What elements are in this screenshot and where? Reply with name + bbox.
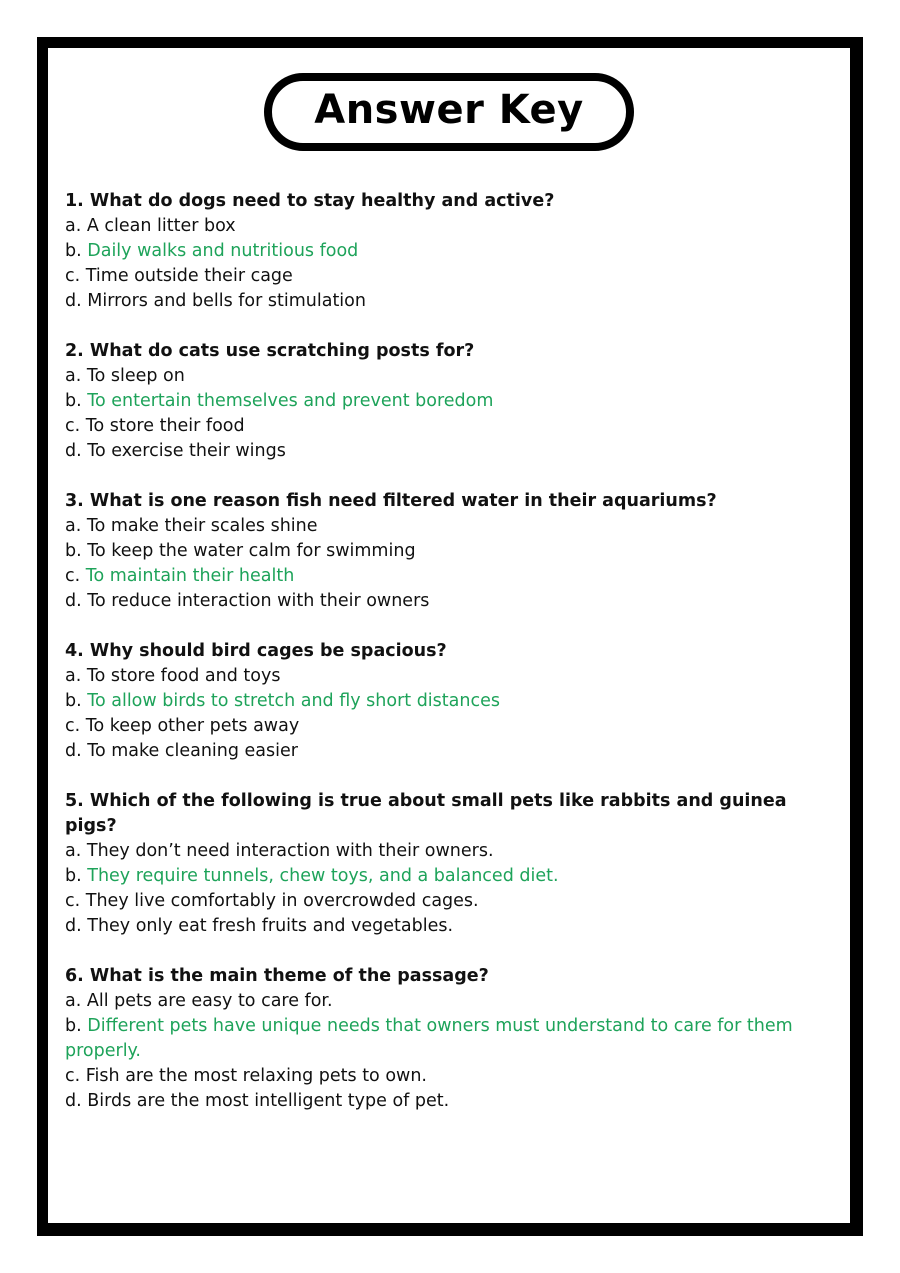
option-letter: c. [65, 566, 81, 586]
option-text: They require tunnels, chew toys, and a balanced diet. [87, 866, 559, 886]
option-letter: b. [65, 391, 82, 411]
answer-option [65, 289, 835, 314]
answer-option-correct [65, 239, 835, 264]
answer-option [65, 264, 835, 289]
answer-option-correct [65, 864, 835, 889]
answer-option [65, 1089, 835, 1114]
option-letter: b. [65, 1016, 82, 1036]
option-letter: b. [65, 541, 82, 561]
option-letter: c. [65, 266, 81, 286]
question-block-2 [65, 339, 835, 464]
answer-option [65, 514, 835, 539]
question-block-3 [65, 489, 835, 614]
option-letter: a. [65, 666, 82, 686]
option-text: To store their food [85, 416, 245, 436]
answer-option [65, 664, 835, 689]
option-text: Time outside their cage [85, 266, 293, 286]
question-list [65, 189, 835, 1139]
option-text: All pets are easy to care for. [86, 991, 333, 1011]
option-text: A clean litter box [86, 216, 236, 236]
answer-option [65, 914, 835, 939]
option-text: Daily walks and nutritious food [87, 241, 359, 261]
title-badge [264, 73, 634, 151]
question-text: 1. What do dogs need to stay healthy and active? [65, 191, 555, 211]
question-block-5 [65, 789, 835, 939]
option-letter: a. [65, 516, 82, 536]
option-letter: d. [65, 1091, 82, 1111]
question-block-4 [65, 639, 835, 764]
page-title: Answer Key [314, 87, 584, 133]
answer-option [65, 414, 835, 439]
option-text: To store food and toys [86, 666, 281, 686]
option-text: To exercise their wings [87, 441, 286, 461]
answer-option [65, 889, 835, 914]
option-text: To entertain themselves and prevent boredom [87, 391, 494, 411]
option-letter: b. [65, 691, 82, 711]
option-text: To allow birds to stretch and fly short distances [87, 691, 500, 711]
option-letter: a. [65, 841, 82, 861]
option-text: To maintain their health [85, 566, 295, 586]
answer-option [65, 214, 835, 239]
option-letter: c. [65, 416, 81, 436]
answer-option [65, 1064, 835, 1089]
option-text: Mirrors and bells for stimulation [87, 291, 366, 311]
option-text: Birds are the most intelligent type of pet. [87, 1091, 450, 1111]
option-text: To make cleaning easier [87, 741, 298, 761]
option-text: To reduce interaction with their owners [87, 591, 430, 611]
option-letter: b. [65, 866, 82, 886]
option-letter: d. [65, 591, 82, 611]
answer-option-correct [65, 1014, 835, 1064]
question-text: 4. Why should bird cages be spacious? [65, 641, 447, 661]
option-letter: a. [65, 366, 82, 386]
option-text: To sleep on [86, 366, 185, 386]
answer-option [65, 739, 835, 764]
option-letter: c. [65, 891, 81, 911]
option-letter: d. [65, 741, 82, 761]
option-text: To keep the water calm for swimming [87, 541, 416, 561]
option-text: They only eat fresh fruits and vegetables. [87, 916, 454, 936]
option-text: Fish are the most relaxing pets to own. [85, 1066, 427, 1086]
option-text: To make their scales shine [86, 516, 318, 536]
answer-option [65, 364, 835, 389]
option-text: Different pets have unique needs that owners must understand to care for them properly. [65, 1016, 793, 1061]
option-letter: c. [65, 1066, 81, 1086]
option-letter: d. [65, 291, 82, 311]
option-text: They don’t need interaction with their owners. [86, 841, 494, 861]
question-block-1 [65, 189, 835, 314]
question-text: 2. What do cats use scratching posts for? [65, 341, 475, 361]
option-text: They live comfortably in overcrowded cages. [85, 891, 479, 911]
answer-option [65, 714, 835, 739]
question-block-6 [65, 964, 835, 1114]
question-text: 6. What is the main theme of the passage? [65, 966, 489, 986]
answer-option-correct [65, 564, 835, 589]
answer-option-correct [65, 689, 835, 714]
answer-option [65, 539, 835, 564]
answer-option [65, 589, 835, 614]
option-letter: c. [65, 716, 81, 736]
option-letter: d. [65, 441, 82, 461]
answer-option [65, 839, 835, 864]
answer-option-correct [65, 389, 835, 414]
question-text: 3. What is one reason fish need filtered water in their aquariums? [65, 491, 717, 511]
option-letter: d. [65, 916, 82, 936]
option-letter: b. [65, 241, 82, 261]
option-letter: a. [65, 991, 82, 1011]
answer-option [65, 989, 835, 1014]
question-text: 5. Which of the following is true about small pets like rabbits and guinea pigs? [65, 791, 787, 836]
answer-option [65, 439, 835, 464]
option-text: To keep other pets away [85, 716, 300, 736]
option-letter: a. [65, 216, 82, 236]
